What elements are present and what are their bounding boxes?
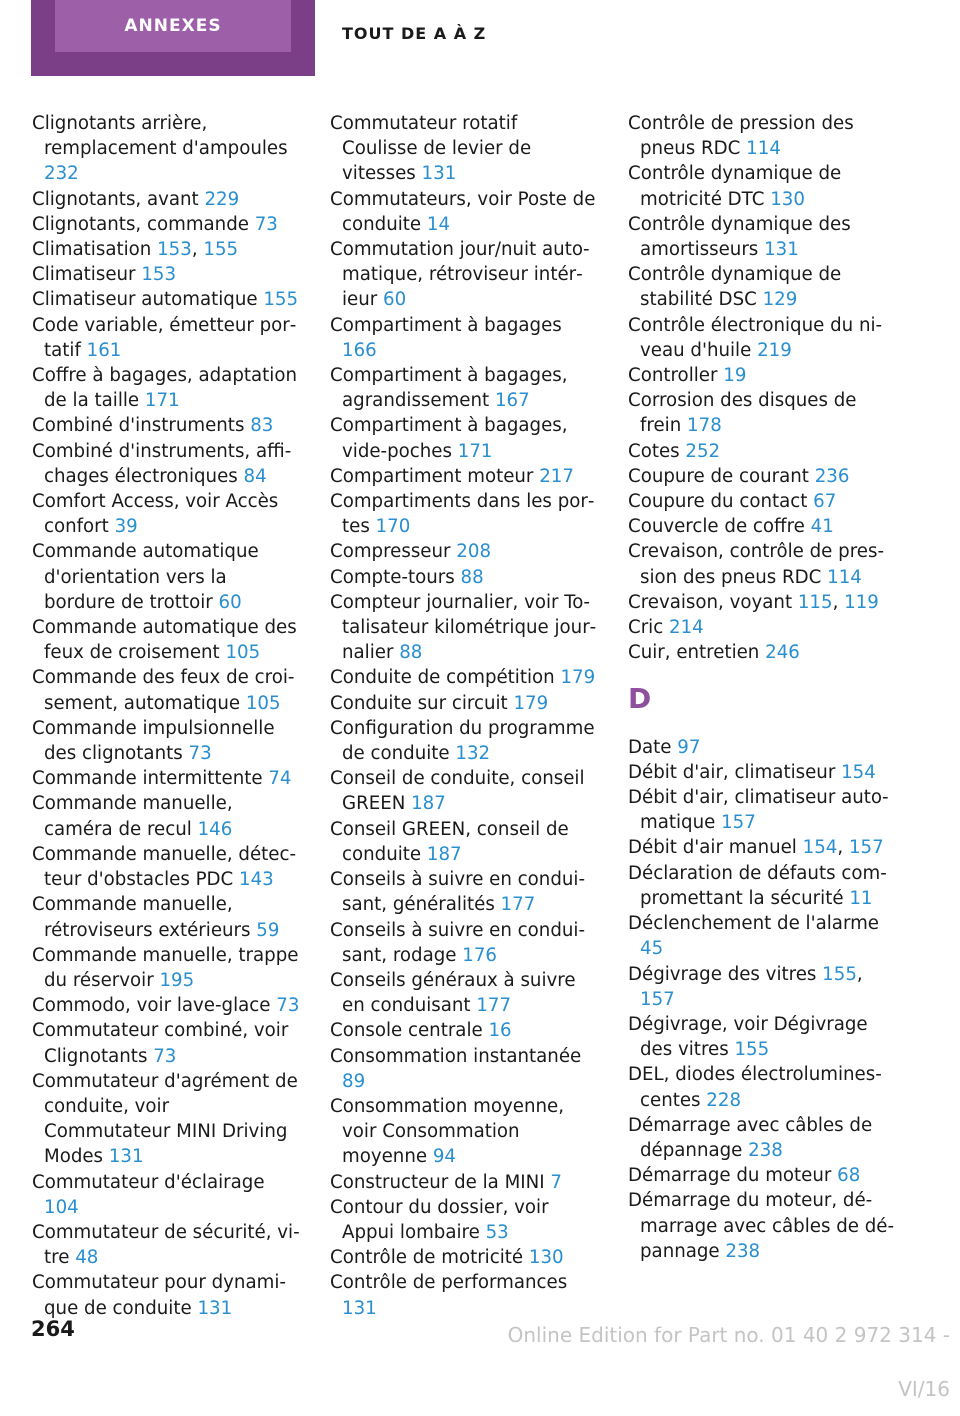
index-entry	[32, 791, 300, 841]
page-reference-link[interactable]: 131	[197, 1297, 233, 1319]
page-reference-link[interactable]: 73	[188, 743, 212, 765]
index-entry	[628, 760, 896, 785]
index-entry	[628, 262, 896, 312]
index-entry-text: Contrôle de pression des pneus RDC	[628, 113, 854, 160]
page-reference-link[interactable]: 41	[810, 516, 834, 538]
index-entry-text: Configuration du programme de conduite	[330, 717, 595, 765]
page-reference-link[interactable]: 171	[457, 440, 493, 462]
index-entry-text: Compartiment à bagages, vide-poches	[330, 415, 568, 462]
index-entry	[628, 1163, 896, 1188]
index-entry	[628, 439, 896, 464]
page-reference-link[interactable]: 131	[342, 1297, 377, 1319]
index-entry	[330, 1245, 598, 1270]
index-entry-text: Commande manuelle, détecteur d'obstacles PDC	[32, 843, 297, 891]
index-entry-text: Contrôle de motricité	[330, 1247, 529, 1269]
index-entry	[32, 1069, 300, 1170]
page-reference-link[interactable]: 130	[770, 188, 805, 210]
page-reference-link[interactable]: 105	[245, 692, 281, 714]
page-reference-link[interactable]: 166	[342, 339, 377, 361]
index-entry-text: Démarrage avec câbles de dépannage	[628, 1114, 873, 1161]
index-entry	[330, 918, 598, 968]
index-entry	[32, 539, 300, 615]
section-tab-label: ANNEXES	[55, 0, 291, 52]
index-entry	[32, 187, 300, 212]
index-letter-heading: D	[628, 682, 652, 716]
index-entry-text: Date	[628, 736, 678, 758]
index-entry-text: Commutateur de sécurité, vitre	[32, 1221, 300, 1269]
page-reference-link[interactable]: 19	[723, 365, 747, 387]
index-entry	[628, 785, 896, 835]
index-entry	[32, 615, 300, 665]
index-entry-text: Déclenchement de l'alarme	[628, 913, 880, 935]
index-entry	[32, 892, 300, 942]
index-entry	[32, 111, 300, 187]
index-entry-text: Compartiment à bagages, agrandissement	[330, 365, 568, 412]
index-entry-text: Contrôle dynamique des amortisseurs	[628, 213, 851, 261]
index-entry	[628, 911, 896, 961]
index-entry	[330, 1094, 598, 1170]
page-reference-link[interactable]: 88	[399, 642, 423, 664]
index-entry-text: Contrôle de performances	[330, 1272, 568, 1294]
page-reference-link[interactable]: 177	[500, 894, 536, 916]
page-reference-link[interactable]: 60	[383, 289, 407, 311]
index-entry-text: Débit d'air, climatiseur automatique	[628, 787, 889, 834]
page-reference-link[interactable]: 73	[276, 995, 300, 1017]
index-entry-text: Compartiments dans les portes	[330, 491, 595, 538]
index-entry	[330, 817, 598, 867]
index-entry	[32, 943, 300, 993]
index-entry-text: Climatiseur automatique	[32, 289, 264, 311]
page-reference-link[interactable]: 155	[203, 239, 239, 261]
index-entry-text: Coffre à bagages, adaptation de la taille	[32, 365, 297, 412]
page-reference-link[interactable]: 171	[144, 390, 180, 412]
page-reference-link[interactable]: 178	[687, 415, 722, 437]
page-reference-link[interactable]: 131	[421, 163, 457, 185]
page-reference-link[interactable]: 114	[827, 566, 862, 588]
page-reference-link[interactable]: 179	[560, 667, 596, 689]
index-entry-text: Commutateurs, voir Poste de conduite	[330, 188, 596, 235]
index-entry	[330, 313, 598, 363]
page-reference-link[interactable]: 155	[734, 1039, 770, 1061]
index-entry	[330, 187, 598, 237]
index-entry-text: Compartiment à bagages	[330, 314, 562, 336]
index-entry	[32, 313, 300, 363]
index-entry-text: Conseils à suivre en conduisant, rodage	[330, 919, 586, 966]
index-entry	[628, 1188, 896, 1264]
index-entry	[32, 262, 300, 287]
page-reference-link[interactable]: 143	[239, 869, 274, 891]
page-reference-link[interactable]: 208	[456, 541, 492, 563]
index-entry	[628, 735, 896, 760]
index-entry	[628, 363, 896, 388]
index-entry-text: Compresseur	[330, 541, 457, 563]
index-entry-text: Contrôle dynamique de motricité DTC	[628, 163, 842, 210]
index-entry	[628, 861, 896, 911]
footer-edition: Online Edition for Part no. 01 40 2 972 314 - VI/16	[507, 1323, 950, 1401]
index-entry-text: Console centrale	[330, 1020, 489, 1042]
index-entry-text: Conseil de conduite, conseil GREEN	[330, 768, 585, 815]
index-entry	[628, 388, 896, 438]
index-entry-text: Commutateur combiné, voir Clignotants	[32, 1020, 289, 1067]
index-entry	[330, 590, 598, 666]
index-entry	[330, 968, 598, 1018]
page-reference-link[interactable]: 59	[256, 919, 280, 941]
index-entry-text: Constructeur de la MINI	[330, 1171, 551, 1193]
index-entry	[32, 766, 300, 791]
page-reference-link[interactable]: 14	[426, 213, 451, 235]
page-reference-link[interactable]: 157	[848, 837, 884, 859]
page-reference-link[interactable]: 88	[460, 566, 484, 588]
page-reference-link[interactable]: 155	[822, 963, 857, 985]
index-entry-text: Commande automatique des feux de croisement	[32, 617, 297, 664]
page-reference-link[interactable]: 153	[141, 264, 177, 286]
index-entry	[330, 539, 598, 564]
index-entry	[330, 464, 598, 489]
page-reference-link[interactable]: 132	[455, 743, 491, 765]
index-entry	[330, 1018, 598, 1043]
index-entry-text: DEL, diodes électroluminescentes	[628, 1064, 882, 1111]
page-reference-link[interactable]: 83	[250, 415, 274, 437]
index-entry-text: Clignotants arrière, remplacement d'ampoules	[32, 113, 288, 160]
index-column-1	[32, 111, 300, 1321]
index-entry-text: Contour du dossier, voir Appui lombaire	[330, 1196, 549, 1243]
index-entry	[330, 565, 598, 590]
index-entry	[32, 1018, 300, 1068]
index-entry-text: Dégivrage des vitres	[628, 963, 823, 985]
index-entry-text: Commutateur pour dynamique de conduite	[32, 1272, 286, 1319]
index-entry	[330, 111, 598, 187]
page-reference-link[interactable]: 16	[488, 1020, 512, 1042]
index-entry	[32, 489, 300, 539]
index-entry-text: Commande manuelle, caméra de recul	[32, 793, 233, 840]
index-entry	[330, 363, 598, 413]
page-reference-link[interactable]: 176	[462, 944, 497, 966]
index-entry	[628, 212, 896, 262]
index-entry-text: Commutateur d'éclairage	[32, 1171, 265, 1193]
index-column-3	[628, 111, 896, 1264]
page-reference-link[interactable]: 146	[197, 818, 233, 840]
page-reference-link[interactable]: 45	[640, 938, 664, 960]
index-entry	[330, 1195, 598, 1245]
index-entry	[32, 665, 300, 715]
page-reference-link[interactable]: 74	[268, 768, 292, 790]
page-reference-link[interactable]: 84	[243, 465, 267, 487]
page-reference-link[interactable]: 238	[725, 1240, 761, 1262]
page-reference-link[interactable]: 195	[159, 969, 195, 991]
index-entry	[32, 287, 300, 312]
page-reference-link[interactable]: 48	[75, 1247, 99, 1269]
page-reference-link[interactable]: 177	[476, 995, 512, 1017]
index-entry	[628, 489, 896, 514]
index-entry	[32, 1170, 300, 1220]
page-reference-link[interactable]: 7	[550, 1171, 562, 1193]
page-number: 264	[31, 1317, 75, 1341]
page-reference-link[interactable]: 115	[797, 591, 833, 613]
page-reference-link[interactable]: 238	[748, 1139, 783, 1161]
index-entry	[628, 464, 896, 489]
index-entry-text: Commande intermittente	[32, 768, 269, 790]
page-reference-link[interactable]: 157	[640, 988, 675, 1010]
index-entry-text: Compte-tours	[330, 566, 461, 588]
index-entry-text: Débit d'air, climatiseur	[628, 761, 842, 783]
index-entry-text: Conduite sur circuit	[330, 692, 514, 714]
page-reference-link[interactable]: 236	[814, 465, 850, 487]
page-reference-link[interactable]: 228	[706, 1089, 742, 1111]
page-reference-link[interactable]: 153	[157, 239, 192, 261]
index-entry-text: Clignotants, commande	[32, 213, 255, 235]
page-reference-link[interactable]: 161	[86, 339, 122, 361]
index-entry	[330, 1044, 598, 1094]
page-reference-link[interactable]: 60	[218, 591, 242, 613]
index-entry	[32, 413, 300, 438]
index-entry	[32, 1270, 300, 1320]
page-reference-link[interactable]: 154	[841, 761, 876, 783]
page-reference-link[interactable]: 229	[204, 188, 240, 210]
page-reference-link[interactable]: 179	[513, 692, 549, 714]
page-reference-link[interactable]: 89	[342, 1070, 366, 1092]
page-reference-link[interactable]: 214	[669, 617, 704, 639]
index-entry-text: Conseils généraux à suivre en conduisant	[330, 969, 576, 1017]
index-entry-text: Couvercle de coffre	[628, 516, 811, 538]
page-reference-link[interactable]: 154	[802, 837, 838, 859]
index-entry-text: Corrosion des disques de frein	[628, 390, 857, 437]
page-reference-link[interactable]: 167	[494, 390, 530, 412]
index-entry-text: Combiné d'instruments	[32, 415, 251, 437]
index-entry-text: Commutation jour/nuit automatique, rétroviseur intérieur	[330, 239, 590, 311]
page-reference-link[interactable]: 170	[375, 516, 411, 538]
page-reference-link[interactable]: 252	[685, 440, 721, 462]
page-reference-link[interactable]: 131	[108, 1146, 144, 1168]
index-entry: Dégivrage des vitres 155, 157	[628, 963, 863, 1010]
index-entry-text: Dégivrage, voir Dégivrage des vitres	[628, 1013, 868, 1061]
page-reference-link[interactable]: 130	[528, 1247, 564, 1269]
index-entry	[330, 489, 598, 539]
page-reference-link[interactable]: 105	[225, 642, 261, 664]
index-entry	[32, 212, 300, 237]
page-reference-link[interactable]: 114	[746, 138, 781, 160]
index-entry-text: Combiné d'instruments, affichages électroniques	[32, 440, 292, 487]
index-entry	[330, 665, 598, 690]
index-entry-text: Commande des feux de croisement, automatique	[32, 667, 295, 714]
index-entry-text: Conseils à suivre en conduisant, généralités	[330, 869, 586, 916]
index-entry-text: Commande manuelle, rétroviseurs extérieurs	[32, 894, 257, 941]
index-entry	[628, 539, 896, 589]
index-entry-text: Démarrage du moteur	[628, 1165, 838, 1187]
page-reference-link[interactable]: 68	[837, 1165, 861, 1187]
index-entry	[32, 363, 300, 413]
page-reference-link[interactable]: 53	[485, 1221, 509, 1243]
index-entry-text: Démarrage du moteur, démarrage avec câbles de dépannage	[628, 1190, 895, 1262]
index-entry-text: Contrôle dynamique de stabilité DSC	[628, 264, 842, 311]
index-entry	[32, 716, 300, 766]
index-entry-text: Commodo, voir lave-glace	[32, 995, 277, 1017]
index-entry-text: Coupure de courant	[628, 465, 815, 487]
index-entry-text: Comfort Access, voir Accès confort	[32, 491, 279, 538]
index-entry-text: Commande automatique d'orientation vers la bordure de trottoir	[32, 541, 259, 613]
page-reference-link[interactable]: 67	[813, 491, 837, 513]
index-entry-text: Conseil GREEN, conseil de conduite	[330, 818, 569, 865]
index-entry	[628, 1012, 896, 1062]
index-entry	[330, 237, 598, 313]
index-entry	[32, 842, 300, 892]
page-reference-link[interactable]: 219	[757, 339, 792, 361]
index-entry-text: Climatisation	[32, 239, 158, 261]
index-entry-text: Compartiment moteur	[330, 465, 540, 487]
page-reference-link[interactable]: 232	[44, 163, 79, 185]
index-entry	[628, 615, 896, 640]
index-entry-text: Consommation instantanée	[330, 1045, 582, 1067]
index-entry-text: Code variable, émetteur portatif	[32, 314, 297, 361]
index-column-2	[330, 111, 598, 1321]
index-entry	[628, 313, 896, 363]
index-entry	[628, 514, 896, 539]
index-entry: Crevaison, voyant 115, 119	[628, 591, 879, 613]
index-entry	[330, 766, 598, 816]
page-reference-link[interactable]: 155	[263, 289, 299, 311]
index-entry: Climatisation 153, 155	[32, 239, 239, 261]
index-entry-text: Commutateur rotatif Coulisse de levier de vitesses	[330, 113, 532, 185]
page-reference-link[interactable]: 129	[762, 289, 798, 311]
index-entry-text: Cotes	[628, 440, 686, 462]
index-entry: Débit d'air manuel 154, 157	[628, 837, 884, 859]
index-entry-text: Conduite de compétition	[330, 667, 561, 689]
page-reference-link[interactable]: 73	[153, 1045, 177, 1067]
index-entry	[330, 716, 598, 766]
page-reference-link[interactable]: 119	[844, 591, 879, 613]
index-entry	[628, 1113, 896, 1163]
index-entry-text: Cuir, entretien	[628, 642, 766, 664]
index-entry-text: Commande impulsionnelle des clignotants	[32, 717, 275, 765]
index-entry-text: Coupure du contact	[628, 491, 814, 513]
index-entry	[628, 111, 896, 161]
index-entry-text: Compteur journalier, voir Totalisateur kilométrique journalier	[330, 591, 597, 664]
index-entry-text: Débit d'air manuel	[628, 837, 803, 859]
index-entry	[330, 1170, 598, 1195]
index-entry-text: Crevaison, contrôle de pression des pneus RDC	[628, 541, 885, 588]
index-entry	[330, 413, 598, 463]
index-entry	[628, 640, 896, 665]
index-entry	[330, 867, 598, 917]
page-reference-link[interactable]: 187	[426, 843, 462, 865]
page-header-title: TOUT DE A À Z	[342, 24, 487, 43]
page-reference-link[interactable]: 217	[539, 465, 574, 487]
index-entry-text: Commutateur d'agrément de conduite, voir Commutateur MINI Driving Modes	[32, 1070, 298, 1168]
page-reference-link[interactable]: 187	[411, 793, 446, 815]
page-reference-link[interactable]: 73	[254, 213, 278, 235]
page-reference-link[interactable]: 97	[677, 736, 701, 758]
section-tab	[31, 0, 315, 76]
index-entry	[32, 1220, 300, 1270]
index-entry-text: Climatiseur	[32, 264, 142, 286]
page-reference-link[interactable]: 39	[114, 516, 138, 538]
index-entry-text: Crevaison, voyant	[628, 591, 798, 613]
index-entry-text: Consommation moyenne, voir Consommation moyenne	[330, 1095, 564, 1168]
index-entry-text: Contrôle électronique du niveau d'huile	[628, 314, 883, 361]
index-entry	[628, 1062, 896, 1112]
page-reference-link[interactable]: 246	[765, 642, 800, 664]
page-reference-link[interactable]: 11	[849, 887, 873, 909]
index-entry	[32, 993, 300, 1018]
index-entry	[32, 439, 300, 489]
page-reference-link[interactable]: 157	[721, 812, 756, 834]
index-entry-text: Cric	[628, 617, 670, 639]
page-reference-link[interactable]: 131	[764, 239, 799, 261]
index-entry	[628, 161, 896, 211]
index-entry	[330, 691, 598, 716]
index-entry-text: Commande manuelle, trappe du réservoir	[32, 944, 299, 991]
index-entry-text: Controller	[628, 365, 724, 387]
page-reference-link[interactable]: 104	[44, 1196, 79, 1218]
page-reference-link[interactable]: 94	[432, 1146, 456, 1168]
index-entry-text: Déclaration de défauts compromettant la sécurité	[628, 862, 887, 909]
index-entry-text: Clignotants, avant	[32, 188, 205, 210]
